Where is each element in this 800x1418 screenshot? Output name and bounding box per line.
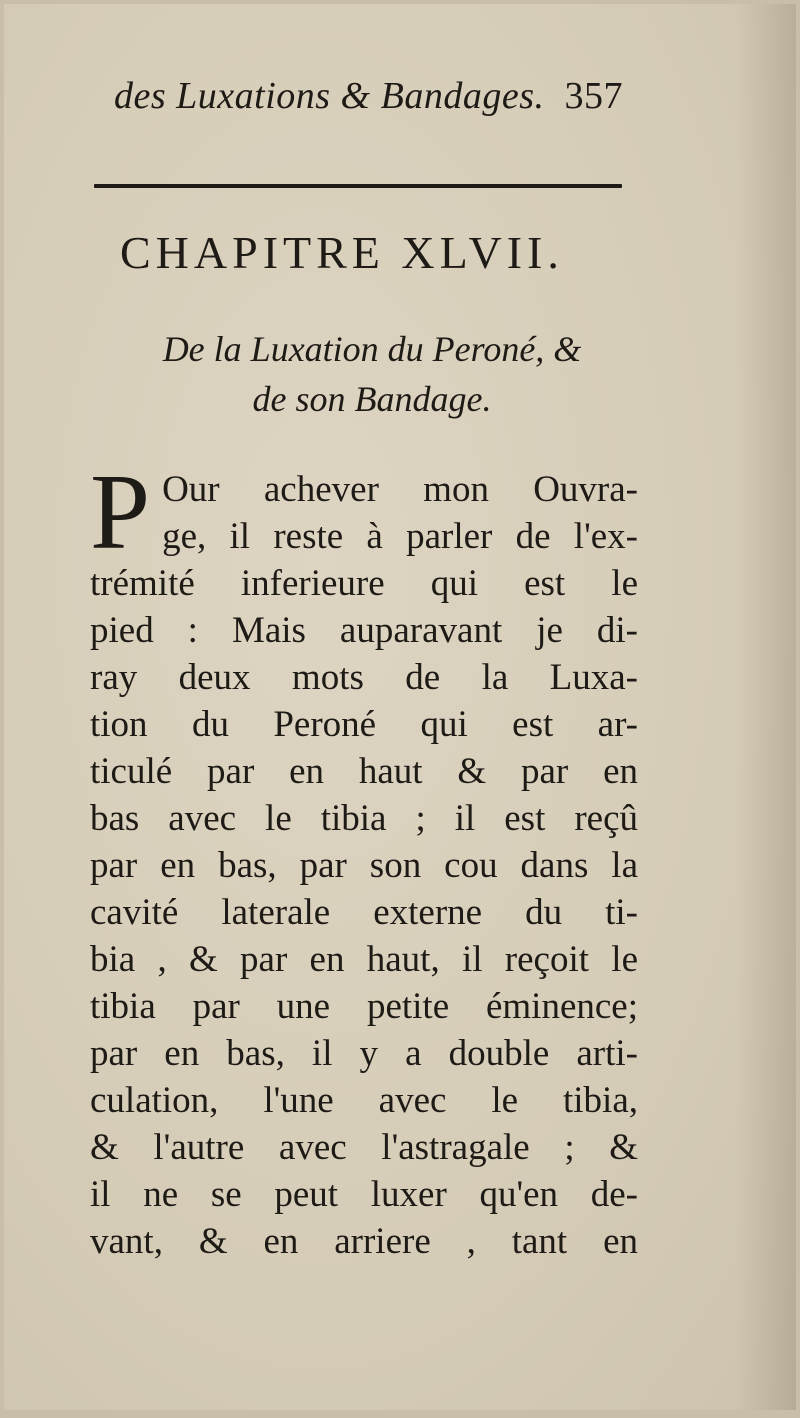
text-line: bia , & par en haut, il reçoit le <box>90 939 638 980</box>
text-line: par en bas, par son cou dans la <box>90 845 638 886</box>
drop-cap: P <box>90 453 151 572</box>
chapter-title: CHAPITRE XLVII. <box>120 227 564 278</box>
running-head-title: des Luxations & Bandages. <box>114 75 545 117</box>
text-line: culation, l'une avec le tibia, <box>90 1080 638 1121</box>
text-line: il ne se peut luxer qu'en de- <box>90 1174 638 1215</box>
text-line: Our achever mon Ouvra- <box>162 469 638 510</box>
text-line: tibia par une petite éminence; <box>90 986 638 1027</box>
running-head <box>114 74 634 118</box>
chapter-subtitle <box>92 324 652 424</box>
text-line: ge, il reste à parler de l'ex- <box>162 516 638 557</box>
text-line: tion du Peroné qui est ar- <box>90 704 638 745</box>
text-line: bas avec le tibia ; il est reçû <box>90 798 638 839</box>
subtitle-line-2: de son Bandage. <box>252 379 492 419</box>
text-line: cavité laterale externe du ti- <box>90 892 638 933</box>
text-line: ticulé par en haut & par en <box>90 751 638 792</box>
text-line: ray deux mots de la Luxa- <box>90 657 638 698</box>
text-line: par en bas, il y a double arti- <box>90 1033 638 1074</box>
page-number: 357 <box>564 75 623 117</box>
text-line: & l'autre avec l'astragale ; & <box>90 1127 638 1168</box>
subtitle-line-1: De la Luxation du Peroné, & <box>162 329 582 369</box>
book-page <box>4 4 796 1410</box>
text-line: pied : Mais auparavant je di- <box>90 610 638 651</box>
body-text <box>90 453 638 1265</box>
text-line: trémité inferieure qui est le <box>90 563 638 604</box>
text-line: vant, & en arriere , tant en <box>90 1221 638 1262</box>
header-rule <box>94 184 622 188</box>
